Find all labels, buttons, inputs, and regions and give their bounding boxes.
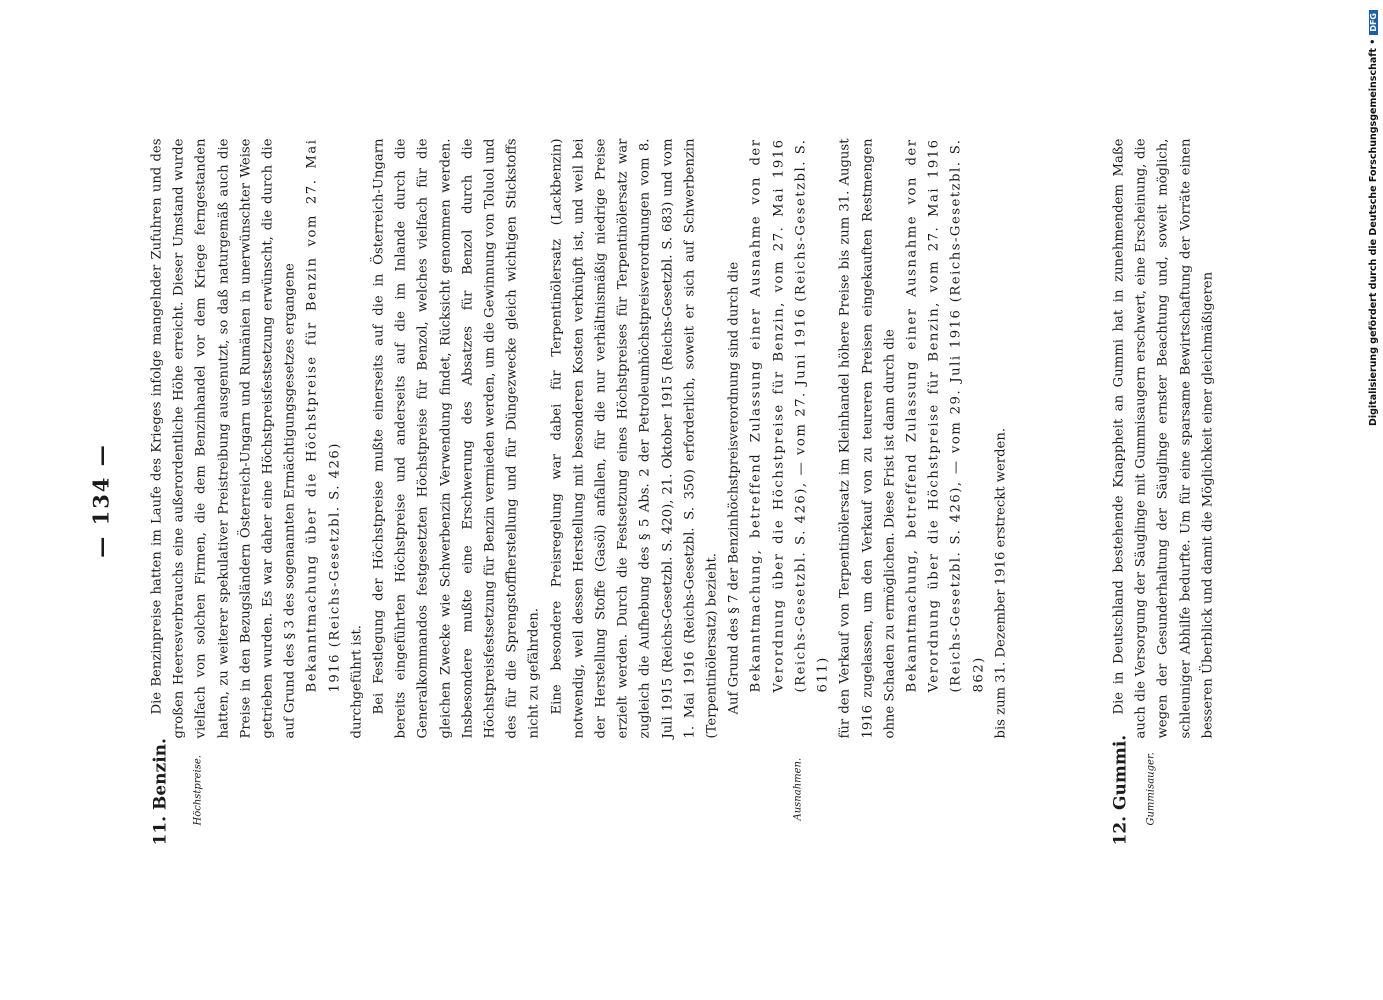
benzin-paragraph-4-mid: für den Verkauf von Terpentinölersatz im Kleinhandel höhere Preise bis zum 31. August 1916 zugelassen, um den Verkauf von zu teureren Preisen eingekauften Restmengen ohne Schaden zu ermöglichen. Diese Frist ist dann durch die [837,138,897,738]
benzin-paragraph-1-end: durchgeführt ist. [348,624,364,738]
gummi-body [1108,138,1219,738]
margin-note-gummisauger: Gummisauger. [1145,751,1156,825]
digitization-credit [1368,10,1382,990]
margin-note-ausnahmen: Ausnahmen. [792,757,803,820]
benzin-paragraph-1: Die Benzinpreise hatten im Laufe des Krieges infolge mangelnder Zufuhren und des großen Heeresverbrauchs eine außerordentliche Höhe erreicht. Dieser Umstand wurde vielfach von solchen Firmen, die dem Benzinhandel vor dem Kriege ferngestanden hatten, zu weiterer spekulativer Preistreibung ausgenutzt, so daß naturgemäß auch die Preise in den Bezugsländern Österreich-Ungarn und Rumänien in unerwünschter Weise getrieben wurden. Es war daher eine Höchstpreisfestsetzung erwünscht, die durch die auf Grund des § 3 des sogenannten Ermächtigungsgesetzes ergangene [149,138,298,738]
margin-note-hoechstpreise: Höchstpreise. [192,754,203,825]
benzin-body [146,138,1012,738]
credit-text: Digitalisierung gefördert durch die Deutsche Forschungsgemeinschaft • [1368,38,1379,427]
gummi-paragraph-1: Die in Deutschland bestehende Knappheit an Gummi hat in zunehmendem Maße auch die Versorgung der Säuglinge mit Gummisaugern erschwert, eine Erscheinung, die wegen der Gesunderhaltung der Säuglinge ernster Beachtung und, soweit möglich, schleuniger Abhilfe bedurfte. Um für eine sparsame Bewirtschaftung der Vorräte einen besseren Überblick und damit die Möglichkeit einer gleichmäßigeren [1111,138,1215,738]
benzin-paragraph-2: Bei Festlegung der Höchstpreise mußte einerseits auf die in Österreich-Ungarn bereits eingeführten Höchstpreise und anderseits auf die im Inlande durch die Generalkommandos festgesetzten Höchstpreise für Benzol, welches vielfach für die gleichen Zwecke wie Schwerbenzin Verwendung findet, Rücksicht genommen werden. Insbesondere mußte eine Erschwerung des Absatzes für Benzol durch die Höchstpreisfestsetzung für Benzin vermieden werden, um die Gewinnung von Toluol und des für die Sprengstoffherstellung und für Düngezwecke gleich wichtigen Stickstoffs nicht zu gefährden. [371,138,542,738]
section-heading-gummi: 12. Gummi. [1110,734,1130,845]
benzin-reference-3: Bekanntmachung, betreffend Zulassung einer Ausnahme von der Verordnung über die Höchstpreise für Benzin, vom 27. Mai 1916 (Reichs-Gesetzbl. S. 426), — vom 29. Juli 1916 (Reichs-Gesetzbl. S. 862) [903,138,986,692]
benzin-reference-2: Bekanntmachung, betreffend Zulassung einer Ausnahme von der Verordnung über die Höchstpreise für Benzin, vom 27. Mai 1916 (Reichs-Gesetzbl. S. 426), — vom 27. Juni 1916 (Reichs-Gesetzbl. S. 611) [748,138,831,692]
section-heading-benzin: 11. Benzin. [150,737,170,845]
page-number: — 134 — [88,442,113,558]
benzin-paragraph-4-end: bis zum 31. Dezember 1916 erstreckt werden. [992,427,1008,738]
benzin-reference-1: Bekanntmachung über die Höchstpreise für Benzin vom 27. Mai 1916 (Reichs-Gesetzbl. S. 426) [304,138,342,692]
benzin-paragraph-3: Eine besondere Preisregelung war dabei für Terpentinölersatz (Lackbenzin) notwendig, weil dessen Herstellung mit besonderen Kosten verknüpft ist, und weil bei der Herstellung Stoffe (Gasöl) anfallen, für die nur verhältnismäßig niedrige Preise erzielt werden. Durch die Festsetzung eines Höchstpreises für Terpentinölersatz war zugleich die Aufhebung des § 5 Abs. 2 der Petroleumhöchstpreisverordnungen vom 8. Juli 1915 (Reichs-Gesetzbl. S. 420), 21. Oktober 1915 (Reichs-Gesetzbl. S. 683) und vom 1. Mai 1916 (Reichs-Gesetzbl. S. 350) erforderlich, soweit er sich auf Schwerbenzin (Terpentinölersatz) bezieht. [548,138,720,738]
dfg-logo: DFG [1369,10,1378,35]
benzin-paragraph-4-intro: Auf Grund des § 7 der Benzinhöchstpreisverordnung sind durch die [726,261,742,714]
